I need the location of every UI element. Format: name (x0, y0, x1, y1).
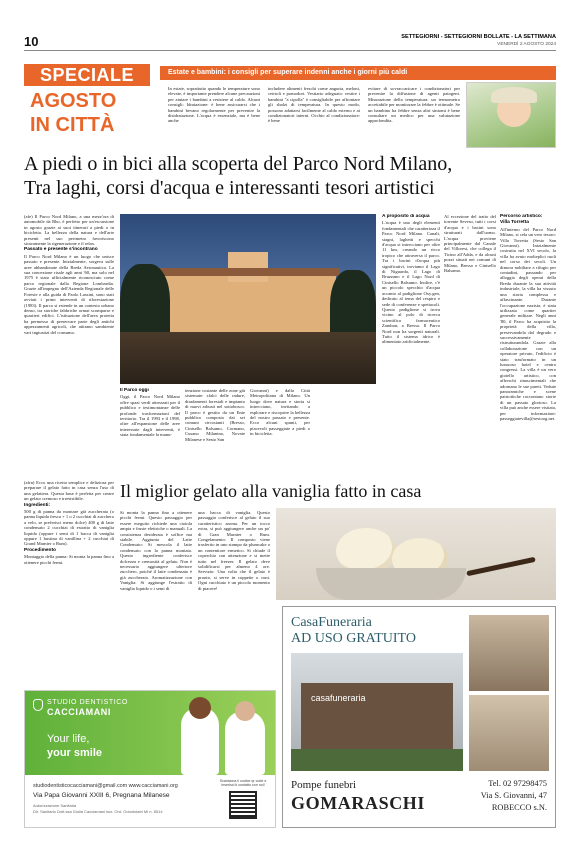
dental-qr-caption: Scansiona il codice qr code e inserisci ti contatto con noi! (219, 779, 267, 788)
main-col-5-body: L'acqua è uno degli elementi fondamentali che caratterizza il Parco Nord Milano. Canali, stagni, laghetti e specchi d'acqua si intrecciano per oltre 11 km, creando un ricco tropico che attraversa il parco. Tra i bacini d'acqua più significativi, troviamo il Lago di Niguarda, il Lago di Bruzzano e il Lago Nord di Cinisello Balsamo. Inoltre, c'è un piccolo specchio d'acqua accanto al padiglione Oxy.gen, dedicato al tema del respiro e sede di conferenze e spettacoli. Questo padiglione si trova vicino al polo di ricerca scientifica farmaceutico Zambon, a Bresso. Il Parco Nord non ha sorgenti naturali. Tutto il sistema idrico è alimentato artificialmente. (382, 220, 440, 345)
main-col-2 (120, 388, 180, 474)
funeral-address-line1: Via S. Giovanni, 47 (480, 791, 547, 800)
dental-slogan-line1: Your life, (47, 733, 90, 745)
tips-column-2: includere alimenti freschi come anguria, meloni, cetrioli e pomodori. Vestiario adeguato: vestire i bambini "a cipolla" è consigliabile per affrontare gli sbalzi di temperatura. In questo modo, possono adattarsi facilmente al caldo esterno e ai condizionatori interni. Occhio al condizionatore: è bene (268, 86, 360, 124)
dental-brand-line2: CACCIAMANI (47, 707, 111, 717)
gelato-intro: (afrn) Ecco una ricetta semplice e deliziosa per preparare il gelato fatto in casa senza l'uso di una gelatiera. Questa base è perfetta per creare un gelato cremoso e irresistibile. (24, 480, 114, 502)
dental-brand-line1: STUDIO DENTISTICO (47, 699, 128, 706)
main-col-3: tenzione costante delle zone già sistemate: sfalci delle radure, diradamenti forestali e impianto di nuovi arbusti nel sottobosco. Il parco è gestito da un Ente pubblico composto dai sei comuni circostanti (Bresso, Cinisello Balsamo, Cormano, Cusano Milanino, Novate Milanese e Sesto San (185, 388, 245, 442)
main-col-1-intro: (afe) Il Parco Nord Milano, a una mezz'ora di automobile da Rho, è perfetto per un'escursione in agosto grazie ai suoi itinerari a piedi o in bicicletta. La bellezza della natura e dell'arte presenti nel suo perimetro favoriscono sicuramente la rigenerazione e il relax. (24, 214, 114, 247)
funeral-building-photo (291, 653, 463, 771)
header-rule (24, 50, 556, 51)
villa-building-shape (160, 274, 336, 334)
main-col-5-heading: A proposito di acqua (382, 214, 430, 219)
funeral-ad (282, 606, 556, 828)
doctor-2-head-shape (235, 701, 255, 721)
gelato-col-3: una bacca di vaniglia. Questo passaggio conferisce al gelato il suo caratteristico aroma. Per un tocco extra, si può aggiungere anche un po' di Gran Marnier o Rum. Congelamento: Il composto viene trasferito in uno stampo da plumcake o un contenitore ermetico. Si chiude il coperchio con attenzione e si mette tutto nel freezer. Il gelato deve solidificarsi per almeno 4 ore. Servizio: Una volta che il gelato è pronto, si serve in coppette o coni. Ogni cucchiaio è un piccolo momento di piacere! (198, 510, 270, 591)
gelato-procedure-start: Montaggio della panna: Si monta la panna fino a ottenere picchi fermi. (24, 554, 114, 565)
main-col-7-heading-2: Villa Torretta (500, 220, 529, 226)
main-col-7 (500, 214, 556, 474)
main-headline-line2: Tra laghi, corsi d'acqua e interessanti tesori artistici (24, 177, 435, 199)
publication-date: VENERDÌ 2 AGOSTO 2024 (497, 42, 556, 47)
main-col-7-body: All'interno del Parco Nord Milano, si cela un vero tesoro: Villa Torretta (Sesto San Giovanni). Inizialmente costruita nel XVI secolo, la villa ha avuto molteplici ruoli nel corso dei secoli. Un dimora nobiliare a rifugio per contadini, passando per alloggio degli operai della Breda durante la sua attività industriale, la villa ha vissuto una storia complessa e affascinante. Durante l'occupazione nazista, è stata utilizzata come quartier generale militare. Negli anni '80, il Parco ha acquisito la proprietà della villa, preservandola dal degrado e successivamente ristrutturandola. Grazie alla collaborazione con un operatore privato, l'edificio è stato trasformato in un lussuoso hotel e centro congressi. La villa è un vero gioiello artistico, con affreschi rinascimentali che adornano le sue pareti. Vedute panoramiche e scene patriottiche raccontano storie di un passato glorioso. La villa può anche essere visitata, per informazioni: passeggiatevilla@sestoog.net. (500, 226, 556, 422)
child-photo (466, 82, 556, 148)
funeral-brand-line1: Pompe funebri (291, 779, 357, 791)
gelato-col-1 (24, 480, 114, 688)
funeral-interior-photo-1 (469, 615, 549, 691)
page-header (24, 34, 556, 64)
main-col-1-heading: Passato e presente s'incontrano (24, 247, 98, 253)
dental-ad (24, 690, 276, 828)
main-col-1-body: Il Parco Nord Milano è un luogo che unisce passato e presente. Inizialmente, sorgeva sulle aree abbandonate della Breda Aeronautica. La sua concezione risale agli anni '60, ma solo nel 1975 è stato ufficialmente riconosciuto come parco regionale dalla Regione Lombardia. Grazie all'impegno dell'Azienda Regionale delle Foreste e alla guida di Paolo Lassini, sono stati avviati i primi interventi di riforestazione (1983). Il parco si estende in un contesto urbano denso, tra storiche fabbriche ormai scomparse e quartieri edifici. L'istituzione dell'area protetta ha permesso di preservare parte degli antichi appezzamenti agricoli, che attirano sambiente vari ingiustizi del consumo. (24, 253, 114, 335)
page-number: 10 (24, 34, 39, 49)
dental-authorization: Autorizzazione Sanitaria (33, 803, 77, 808)
dental-contacts: studiodentisticocacciamani@gmail.com www.cacciamani.org (33, 783, 178, 789)
main-col-2-body: Oggi, il Parco Nord Milano offre spazi verdi attrezzati per il pubblico e testimonianze delle profonde trasformazioni del territorio. Tra il 1993 e il 1998, oltre all'espansione delle aree interessate dagli interventi, è stata fondamentale la manu- (120, 394, 180, 438)
funeral-interior-photo-2 (469, 695, 549, 771)
gelato-ingredients-heading: Ingredienti: (24, 502, 51, 508)
dental-slogan-line2: your smile (47, 747, 103, 759)
tips-title: Estate e bambini: i consigli per superare indenni anche i giorni più caldi (160, 66, 556, 80)
dental-address: Via Papa Giovanni XXIII 6, Pregnana Milanese (33, 792, 170, 799)
funeral-phone: Tel. 02 97298475 (488, 779, 547, 788)
tips-column-3: evitare di sovraccaricare i condizionatori per prevenire la diffusione di agenti patogeni. Misurazione della temperatura: un termometro accettabile per monitorare la febbre è ottimale. Se un bambino ha febbre senza altri sintomi è bene consultare un medico per una valutazione approfondita. (368, 86, 460, 124)
bowl-shape (316, 568, 466, 600)
vanilla-pod-shape (466, 557, 536, 576)
special-title-line1: AGOSTO (30, 90, 117, 112)
dental-logo-icon (33, 699, 43, 711)
main-col-5 (382, 214, 440, 474)
gelato-headline: Il miglior gelato alla vaniglia fatto in casa (120, 481, 422, 501)
main-col-4: Giovanni) e dalla Città Metropolitana di Milano. Un luogo dove natura e storia si intrecciano, invitando a esplorare e riscoprire la bellezza del nostro passato e presente. Ecco alcuni spunti, per piacevoli passeggiate a piedi o in bicicletta. (250, 388, 310, 437)
photo-caption-title: Il Parco oggi (120, 388, 149, 393)
dental-staff-photo (175, 697, 271, 775)
funeral-address-line2: ROBECCO s.N. (491, 803, 547, 812)
gelato-photo (276, 508, 556, 600)
main-col-7-heading-1: Percorso artistico: (500, 214, 543, 219)
funeral-building-sign: casafuneraria (311, 693, 366, 703)
dental-director: Dir. Sanitario Dott.ssa Giulia Cacciamani iscr. Ord. Odontoiatri Mi n. 5514 (33, 809, 163, 814)
funeral-brand-line2: GOMARASCHI (291, 793, 426, 813)
dental-qr-code-icon[interactable] (229, 791, 257, 819)
gelato-ingredients: 500 g di panna da montare già zuccherata (o panna liquida fresca + 1 o 2 cucchiai di zucchero a velo, se preferisci meno dolce) 400 g di latte condensato 2 cucchiai di estratto di vaniglia liquido (oppure i semi di 1 bacca di vaniglia oppure 1 bustina di vanillina + 2 cucchiai di Grand Marnier o Rum). (24, 509, 114, 547)
park-villa-photo (120, 214, 376, 384)
tips-box (160, 66, 556, 148)
main-col-6: Al eccezione del tratto del torrente Seveso, tutti i corsi d'acqua e i bacini sono strutturati dall'uomo. L'acqua proviene principalmente dal Canale del Villoresi, che collega il Ticino all'Adda, e da alcuni pozzi situati nei comuni di Milano, Bresso e Cinisello Balsamo. (444, 214, 496, 274)
doctor-1-head-shape (189, 697, 211, 719)
main-col-1 (24, 214, 114, 474)
funeral-title-line2: AD USO GRATUITO (291, 631, 416, 646)
villa-roof-shape (156, 268, 340, 276)
villa-tower-shape (228, 252, 268, 282)
funeral-title-line1: CasaFuneraria (291, 615, 372, 630)
special-banner (24, 64, 150, 146)
tips-column-1: In estate, soprattutto quando le temperature sono elevate, è importante prendere alcune precauzioni per aiutare i bambini a resistere al caldo. Alcuni consigli: Idratazione: è bene assicurarsi che i bambini bevano regolarmente per prevenire la disidratazione. L'acqua è essenziale, ma è bene anche (168, 86, 260, 124)
special-label: SPECIALE (24, 64, 150, 86)
courtyard-crowd-shape (120, 332, 376, 384)
child-hat-shape (491, 87, 537, 103)
gelato-procedure-heading: Procedimento (24, 547, 56, 553)
funeral-hedge-shape (291, 749, 463, 771)
publication-name: SETTEGIORNI - SETTEGIORNI BOLLATE - LA SETTIMANA (401, 34, 556, 40)
main-headline-line1: A piedi o in bici alla scoperta del Parco Nord Milano, (24, 153, 453, 175)
special-title-line2: IN CITTÀ (30, 114, 115, 136)
gelato-col-2: Si monta la panna fino a ottenere picchi fermi. Questo passaggio per essere eseguito richiede una ciotola ampia e fruste elettriche o manuali. La consistenza desiderata è soffice ma stabile. Aggiunta del Latte Condensato: Si mescola il latte condensato con la panna montata. Questo ingrediente conferisce dolcezza e cremosità al gelato. Non è necessario aggiungere ulteriore zucchero, poiché il latte condensato è già zuccherato. Aromatizzazione con Vaniglia: Si aggiunge l'estratto di vaniglia liquido o i semi di (120, 510, 192, 591)
